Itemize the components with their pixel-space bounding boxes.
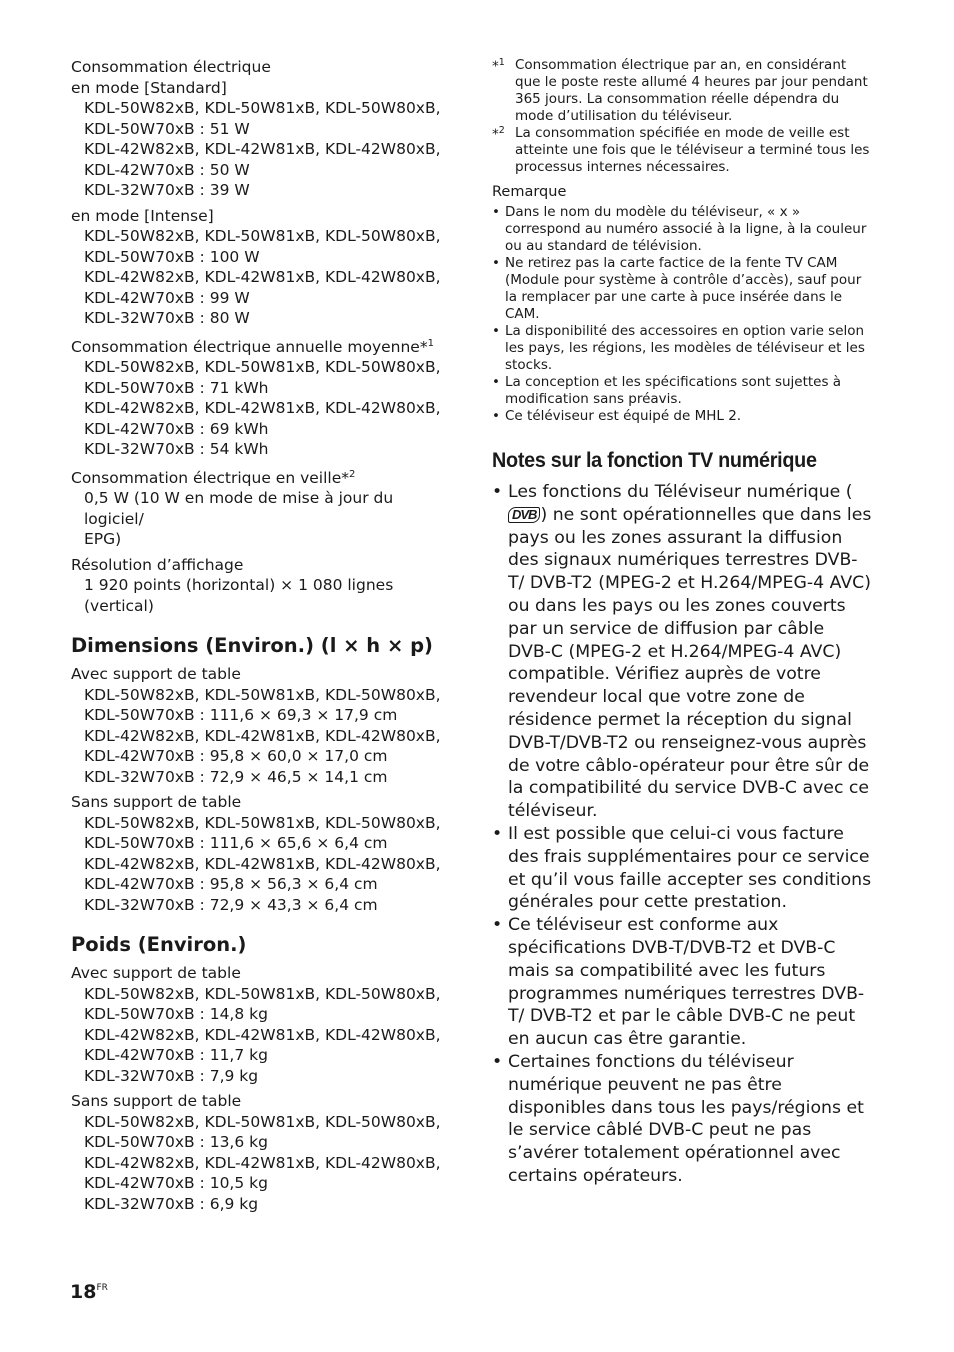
remark-item: • La conception et les spécifications sont sujettes à modification sans préavis. [492,374,872,408]
spec-line: EPG) [84,530,122,548]
footnote-ref: 1 [427,337,434,349]
footnote-text: La consommation spécifiée en mode de veille est atteinte une fois que le téléviseur a terminé tous les processus internes nécessaires. [515,125,870,175]
spec-line: KDL-42W82xB, KDL-42W81xB, KDL-42W80xB, [84,268,441,286]
page-lang: FR [96,1283,108,1293]
spec-line: KDL-50W70xB : 100 W [84,247,260,266]
spec-line: KDL-50W70xB : 71 kWh [84,378,269,397]
footnote-asterisk: * [492,58,499,75]
spec-line: KDL-32W70xB : 80 W [84,309,250,327]
spec-group [71,792,451,915]
footnote-marker [492,122,505,144]
remark-title: Remarque [492,184,567,200]
spec-line: KDL-50W70xB : 111,6 × 65,6 × 6,4 cm [84,834,388,852]
notes-list [492,481,872,1188]
footnote-asterisk: * [492,126,499,143]
spec-line: KDL-42W70xB : 50 W [84,160,250,179]
spec-line: KDL-42W82xB, KDL-42W81xB, KDL-42W80xB, [84,399,441,417]
footnotes [492,57,872,176]
spec-line: KDL-42W70xB : 99 W [84,288,250,307]
remark-item: • Dans le nom du modèle du téléviseur, « x » correspond au numéro associé à la ligne, à la couleur ou au standard de télévision. [492,204,872,255]
footnote [492,57,872,125]
spec-label: en mode [Intense] [71,206,214,225]
spec-line: KDL-42W82xB, KDL-42W81xB, KDL-42W80xB, [84,1025,441,1044]
spec-line: KDL-42W82xB, KDL-42W81xB, KDL-42W80xB, [84,1153,441,1172]
left-column [71,57,451,1219]
spec-line: KDL-42W82xB, KDL-42W81xB, KDL-42W80xB, [84,140,441,158]
note-item: • Certaines fonctions du téléviseur numérique peuvent ne pas être disponibles dans tous les pays/régions et le service câblé DVB-C peut ne pas s’avérer totalement opérationnel avec certains opérateurs. [492,1051,872,1188]
spec-label [71,465,451,489]
spec-line: KDL-50W82xB, KDL-50W81xB, KDL-50W80xB, [84,99,441,117]
spec-group [71,963,451,1086]
spec-line: KDL-42W70xB : 69 kWh [84,419,269,438]
spec-group [71,57,451,201]
spec-group [71,1091,451,1214]
spec-label: Résolution d’affichage [71,555,244,574]
spec-line: KDL-42W82xB, KDL-42W81xB, KDL-42W80xB, [84,726,441,745]
spec-label: Avec support de table [71,964,241,982]
dimensions-heading: Dimensions (Environ.) (l × h × p) [71,634,433,657]
spec-label [71,334,451,358]
spec-line: KDL-50W70xB : 14,8 kg [84,1005,268,1023]
dimensions-section [71,664,451,915]
spec-group [71,555,451,617]
spec-line: KDL-42W70xB : 10,5 kg [84,1174,268,1192]
spec-line: KDL-32W70xB : 72,9 × 43,3 × 6,4 cm [84,895,378,914]
footnote-text: Consommation électrique par an, en considérant que le poste reste allumé 4 heures par jour pendant 365 jours. La consommation réelle dépendra du mode d’utilisation du téléviseur. [515,57,868,124]
spec-line: KDL-50W82xB, KDL-50W81xB, KDL-50W80xB, [84,685,441,704]
remark-list [492,204,872,425]
spec-line: KDL-50W82xB, KDL-50W81xB, KDL-50W80xB, [84,227,441,245]
spec-label: Consommation électrique [71,58,271,76]
footnote [492,125,872,176]
power-section [71,57,451,616]
remark-item: • Ne retirez pas la carte factice de la fente TV CAM (Module pour système à contrôle d’accès), sauf pour la remplacer par une carte à puce insérée dans le CAM. [492,255,872,323]
page-number [70,1281,108,1303]
spec-line: KDL-50W82xB, KDL-50W81xB, KDL-50W80xB, [84,813,441,832]
footnote-number: 1 [498,57,505,68]
remark-item: • Ce téléviseur est équipé de MHL 2. [492,408,872,425]
spec-label-text: Consommation électrique en veille* [71,468,349,487]
note-text: ) ne sont opérationnelles que dans les pays ou les zones assurant la diffusion des signaux numériques terrestres DVB-T/ DVB-T2 (MPEG-2 et H.264/MPEG-4 AVC) ou dans les pays ou les zones couverts par un service de diffusion par câble DVB-C (MPEG-2 et H.264/MPEG-4 AVC) compatible. Vérifiez auprès de votre revendeur local que votre zone de résidence permet la réception du signal DVB-T/DVB-T2 ou renseignez-vous auprès de votre câblo-opérateur pour être sûr de la compatibilité du service DVB-C avec ce téléviseur. [508,504,872,822]
spec-line: KDL-32W70xB : 72,9 × 46,5 × 14,1 cm [84,767,388,786]
footnote-marker [492,54,505,76]
spec-group [71,334,451,460]
weight-section [71,963,451,1214]
spec-line: KDL-32W70xB : 54 kWh [84,440,269,458]
note-text: Les fonctions du Téléviseur numérique ( [508,482,853,502]
spec-line: KDL-32W70xB : 7,9 kg [84,1066,259,1085]
spec-group [71,664,451,787]
notes-heading: Notes sur la fonction TV numérique [492,448,817,472]
page-number-value: 18 [70,1281,97,1303]
footnote-ref: 2 [349,468,356,480]
spec-line: KDL-32W70xB : 6,9 kg [84,1194,259,1213]
spec-line: KDL-42W70xB : 95,8 × 60,0 × 17,0 cm [84,747,388,765]
spec-label: Avec support de table [71,665,241,683]
spec-line: KDL-42W70xB : 11,7 kg [84,1046,268,1064]
spec-line: KDL-50W82xB, KDL-50W81xB, KDL-50W80xB, [84,1112,441,1131]
spec-line: KDL-50W70xB : 51 W [84,119,250,138]
footnote-number: 2 [498,125,505,136]
spec-label: Sans support de table [71,793,242,811]
note-item: • Il est possible que celui-ci vous facture des frais supplémentaires pour ce service et qu’il vous faille accepter ses conditions générales pour cette prestation. [492,823,872,914]
spec-line: KDL-42W70xB : 95,8 × 56,3 × 6,4 cm [84,875,378,893]
spec-label: en mode [Standard] [71,78,227,97]
spec-group [71,206,451,329]
weight-heading: Poids (Environ.) [71,933,247,956]
remark-item: • La disponibilité des accessoires en option varie selon les pays, les régions, les modèles de téléviseur et les stocks. [492,323,872,374]
spec-label: Sans support de table [71,1092,242,1110]
spec-group [71,465,451,550]
spec-line: KDL-42W82xB, KDL-42W81xB, KDL-42W80xB, [84,854,441,873]
spec-line: KDL-50W70xB : 13,6 kg [84,1133,268,1151]
spec-line: KDL-50W82xB, KDL-50W81xB, KDL-50W80xB, [84,984,441,1003]
spec-line: 1 920 points (horizontal) × 1 080 lignes (vertical) [84,576,394,615]
spec-label-text: Consommation électrique annuelle moyenne* [71,337,428,356]
spec-line: 0,5 W (10 W en mode de mise à jour du logiciel/ [84,489,394,528]
spec-line: KDL-50W70xB : 111,6 × 69,3 × 17,9 cm [84,706,398,724]
dvb-logo-icon: DVB [508,507,540,523]
note-item [492,481,872,823]
spec-line: KDL-32W70xB : 39 W [84,181,250,199]
note-item: • Ce téléviseur est conforme aux spécifications DVB-T/DVB-T2 et DVB-C mais sa compatibilité avec les futurs programmes numériques terrestres DVB-T/ DVB-T2 et par le câble DVB-C ne peut en aucun cas être garantie. [492,914,872,1051]
spec-line: KDL-50W82xB, KDL-50W81xB, KDL-50W80xB, [84,358,441,376]
right-column [492,57,872,1188]
